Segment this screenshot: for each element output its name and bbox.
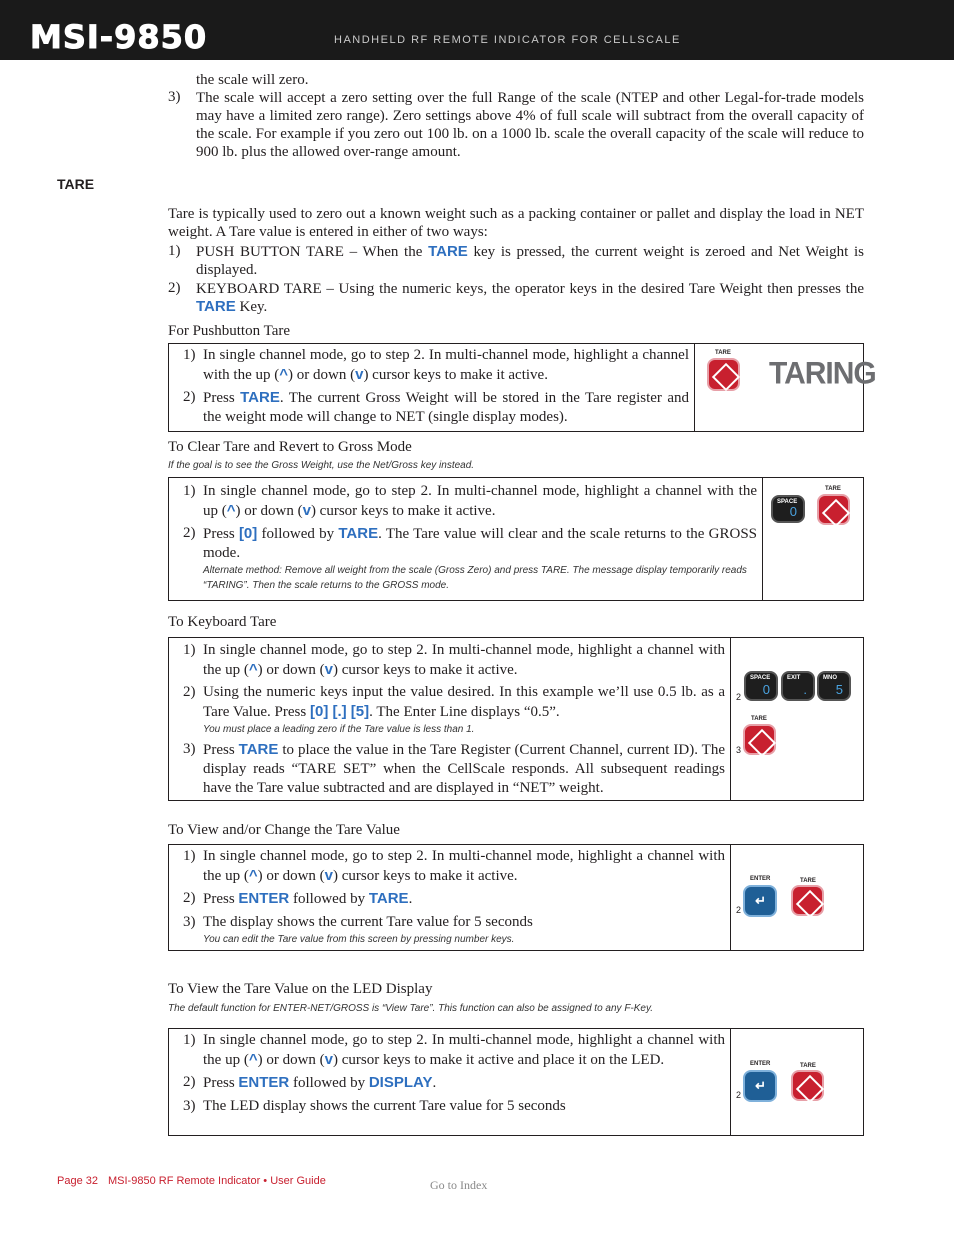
page-number: Page 32 <box>57 1175 98 1187</box>
tare-key-caption: TARE <box>800 1063 816 1069</box>
clear-box: 1) In single channel mode, go to step 2. In multi-channel mode, highlight a channel with the up (^) or down (v) cursor keys to make it active. 2) Press [0] followed by TARE. The Tare value will clear and the scale returns to the GROSS mode. Alternate method: Remove all weight from the scale (Gross Zero) and press TARE. The message display temporarily reads “TARING”. Then the scale returns to the GROSS mode. SPACE 0 TARE <box>168 477 864 601</box>
tare-lead: Tare is typically used to zero out a known weight such as a packing container or pallet and display the load in NET weight. A Tare value is entered in either of two ways: <box>168 206 864 240</box>
tare-key-icon <box>791 1070 824 1101</box>
clear-note: If the goal is to see the Gross Weight, use the Net/Gross key instead. <box>168 460 475 471</box>
led-note: The default function for ENTER-NET/GROSS is “View Tare”. This function can also be assigned to any F-Key. <box>168 1003 654 1014</box>
tare-key-caption: TARE <box>751 716 767 722</box>
tare-key-caption: TARE <box>800 878 816 884</box>
tare-key-icon <box>707 358 740 391</box>
view-box: 1) In single channel mode, go to step 2. In multi-channel mode, highlight a channel with the up (^) or down (v) cursor keys to make it active. 2) Press ENTER followed by TARE. 3) The display shows the current Tare value for 5 seconds You can edit the Tare value from this screen by pressing number keys. 2 ENTER ↵ TARE <box>168 844 864 951</box>
tare-key-icon <box>791 885 824 916</box>
alternate-note: Alternate method: Remove all weight from the scale (Gross Zero) and press TARE. The message display temporarily reads “TARING”. Then the scale returns to the GROSS mode. <box>203 565 747 591</box>
led-box: 1) In single channel mode, go to step 2. In multi-channel mode, highlight a channel with the up (^) or down (v) cursor keys to make it active and place it on the LED. 2) Press ENTER followed by DISPLAY. 3) The LED display shows the current Tare value for 5 seconds 2 ENTER ↵ TARE <box>168 1028 864 1136</box>
tare-way-1: PUSH BUTTON TARE – When the TARE key is pressed, the current weight is zeroed and Net Weight is displayed. <box>196 243 865 278</box>
step-tag: 2 <box>736 905 742 915</box>
mno-five-key-icon: MNO 5 <box>817 671 851 701</box>
section-heading: TARE <box>57 176 95 192</box>
taring-display: TARING <box>769 356 876 391</box>
enter-key-caption: ENTER <box>750 876 771 882</box>
item-number: 3) <box>168 89 181 105</box>
clear-title: To Clear Tare and Revert to Gross Mode <box>168 439 412 455</box>
tare-key-caption: TARE <box>715 350 731 356</box>
step-tag: 3 <box>736 745 742 755</box>
doc-title: MSI-9850 RF Remote Indicator • User Guide <box>108 1175 326 1187</box>
step-tag: 2 <box>736 692 742 702</box>
view-title: To View and/or Change the Tare Value <box>168 822 400 838</box>
tare-key-caption: TARE <box>825 486 841 492</box>
leading-zero-note: You must place a leading zero if the Tare value is less than 1. <box>203 724 475 735</box>
enter-key-icon: ↵ <box>743 1070 777 1102</box>
pushbutton-title: For Pushbutton Tare <box>168 323 291 339</box>
exit-period-key-icon: EXIT . <box>781 671 815 701</box>
led-title: To View the Tare Value on the LED Display <box>168 981 433 997</box>
page-header <box>0 0 954 60</box>
enter-key-caption: ENTER <box>750 1061 771 1067</box>
step-tag: 2 <box>736 1090 742 1100</box>
tare-key-icon <box>743 724 776 755</box>
header-subtitle: HANDHELD RF REMOTE INDICATOR FOR CELLSCALE <box>334 34 681 46</box>
pushbutton-box: 1) In single channel mode, go to step 2. In multi-channel mode, highlight a channel with the up (^) or down (v) cursor keys to make it active. 2) Press TARE. The current Gross Weight will be stored in the Tare register and the weight mode will change to NET (single display modes). TARE TARING <box>168 343 864 432</box>
intro-line-zero: the scale will zero. <box>196 72 309 88</box>
space-zero-key-icon: SPACE 0 <box>771 495 805 523</box>
keyboard-title: To Keyboard Tare <box>168 614 277 630</box>
model-title: MSI-9850 <box>30 18 208 56</box>
enter-key-icon: ↵ <box>743 885 777 917</box>
item-number: 1) <box>168 243 181 259</box>
go-to-index-link[interactable]: Go to Index <box>430 1178 488 1192</box>
tare-key-ref: TARE <box>196 298 236 315</box>
tare-way-2: KEYBOARD TARE – Using the numeric keys, the operator keys in the desired Tare Weight then presses the TARE Key. <box>196 281 864 315</box>
keyboard-box: 1) In single channel mode, go to step 2. In multi-channel mode, highlight a channel with the up (^) or down (v) cursor keys to make it active. 2) Using the numeric keys input the value desired. In this example we’ll use 0.5 lb. as a Tare Value. Press [0] [.] [5]. The Enter Line displays “0.5”. You must place a leading zero if the Tare value is less than 1. 3) Press TARE to place the value in the Tare Register (Current Channel, current ID). The display reads “TARE SET” when the CellScale responds. All subsequent readings have the Tare value subtracted and are displayed in “NET” weight. 2 SPACE 0 EXIT . MNO 5 TARE 3 <box>168 637 864 801</box>
intro-item-3: The scale will accept a zero setting over the full Range of the scale (NTEP and other Legal-for-trade models may have a limited zero range). Zero settings above 4% of full scale will subtract from the overall capacity of the scale. For example if you zero out 100 lb. on a 1000 lb. scale the overall capacity of the scale will reduce to 900 lb. plus the allowed over-range amount. <box>196 90 864 160</box>
space-zero-key-icon: SPACE 0 <box>744 671 778 701</box>
item-number: 2) <box>168 280 181 296</box>
tare-key-ref: TARE <box>428 243 468 260</box>
edit-note: You can edit the Tare value from this screen by pressing number keys. <box>203 934 515 945</box>
tare-key-icon <box>817 494 850 525</box>
